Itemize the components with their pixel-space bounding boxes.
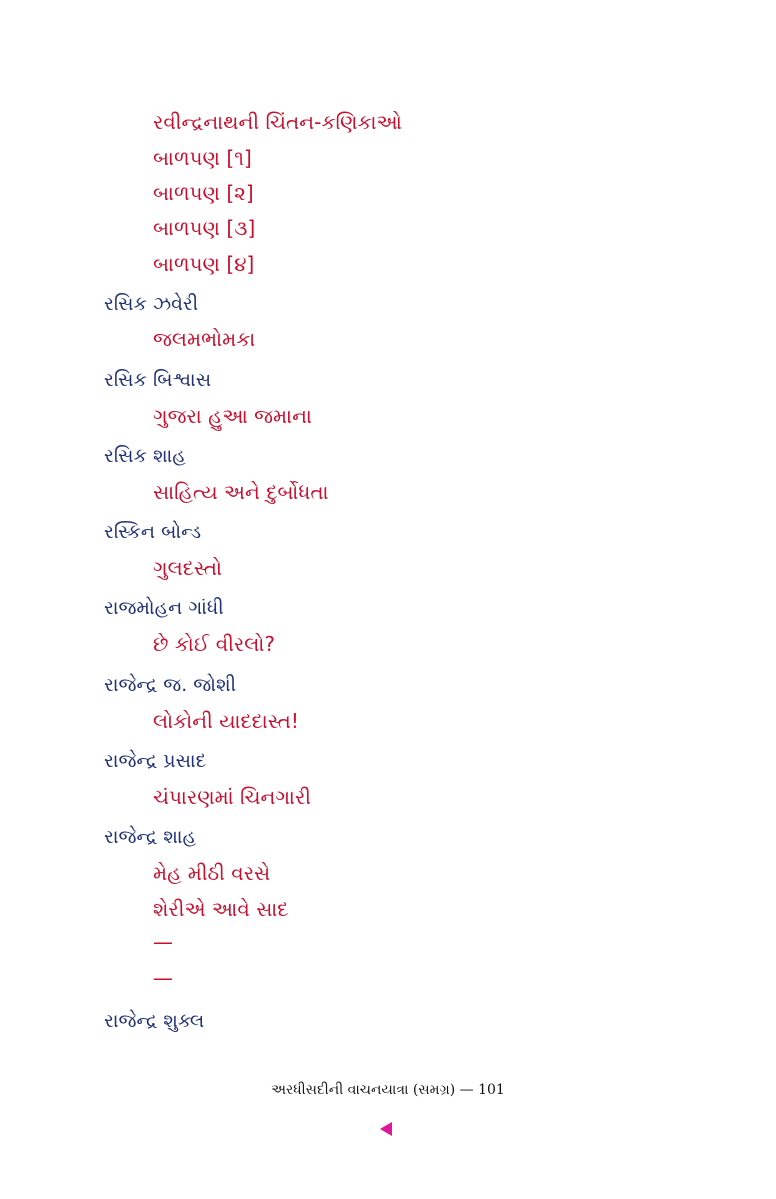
author-name: રસિક બિશ્વાસ bbox=[104, 369, 212, 391]
page-footer: અરધીસદીની વાચનયાત્રા (સમગ્ર) — 101 bbox=[271, 1082, 505, 1098]
title-line: સાહિત્ય અને દુર્બોધતા bbox=[153, 480, 329, 504]
title-line: ગુલદસ્તો bbox=[153, 556, 223, 580]
title-line: ચંપારણમાં ચિનગારી bbox=[153, 785, 312, 809]
left-triangle-arrow-icon[interactable] bbox=[380, 1122, 392, 1136]
title-line: બાળપણ [૪] bbox=[153, 252, 255, 276]
title-line: શેરીએ આવે સાદ bbox=[153, 897, 289, 921]
title-line: રવીન્દ્રનાથની ચિંતન-કણિકાઓ bbox=[153, 110, 402, 134]
title-line: મેહ મીઠી વરસે bbox=[153, 861, 271, 885]
author-name: રાજેન્દ્ર પ્રસાદ bbox=[104, 750, 207, 772]
author-name: રાજેન્દ્ર શાહ bbox=[104, 826, 197, 848]
title-line: બાળપણ [૧] bbox=[153, 146, 252, 170]
author-name: રસિક ઝવેરી bbox=[104, 293, 199, 315]
title-line: — bbox=[153, 966, 173, 990]
title-line: ગુજરા હુઆ જમાના bbox=[153, 404, 312, 428]
author-name: રાજમોહન ગાંધી bbox=[104, 597, 224, 619]
title-line: બાળપણ [૩] bbox=[153, 216, 256, 240]
author-name: રાજેન્દ્ર શુક્લ bbox=[104, 1010, 205, 1032]
title-line: છે કોઈ વીરલો? bbox=[153, 632, 275, 656]
author-name: રસિક શાહ bbox=[104, 445, 186, 467]
title-line: જલમભોમકા bbox=[153, 327, 256, 351]
title-line: લોકોની યાદદાસ્ત! bbox=[153, 709, 299, 733]
title-line: બાળપણ [૨] bbox=[153, 181, 254, 205]
author-name: રસ્કિન બોન્ડ bbox=[104, 521, 202, 543]
author-name: રાજેન્દ્ર જ. જોશી bbox=[104, 674, 237, 696]
title-line: — bbox=[153, 930, 173, 954]
